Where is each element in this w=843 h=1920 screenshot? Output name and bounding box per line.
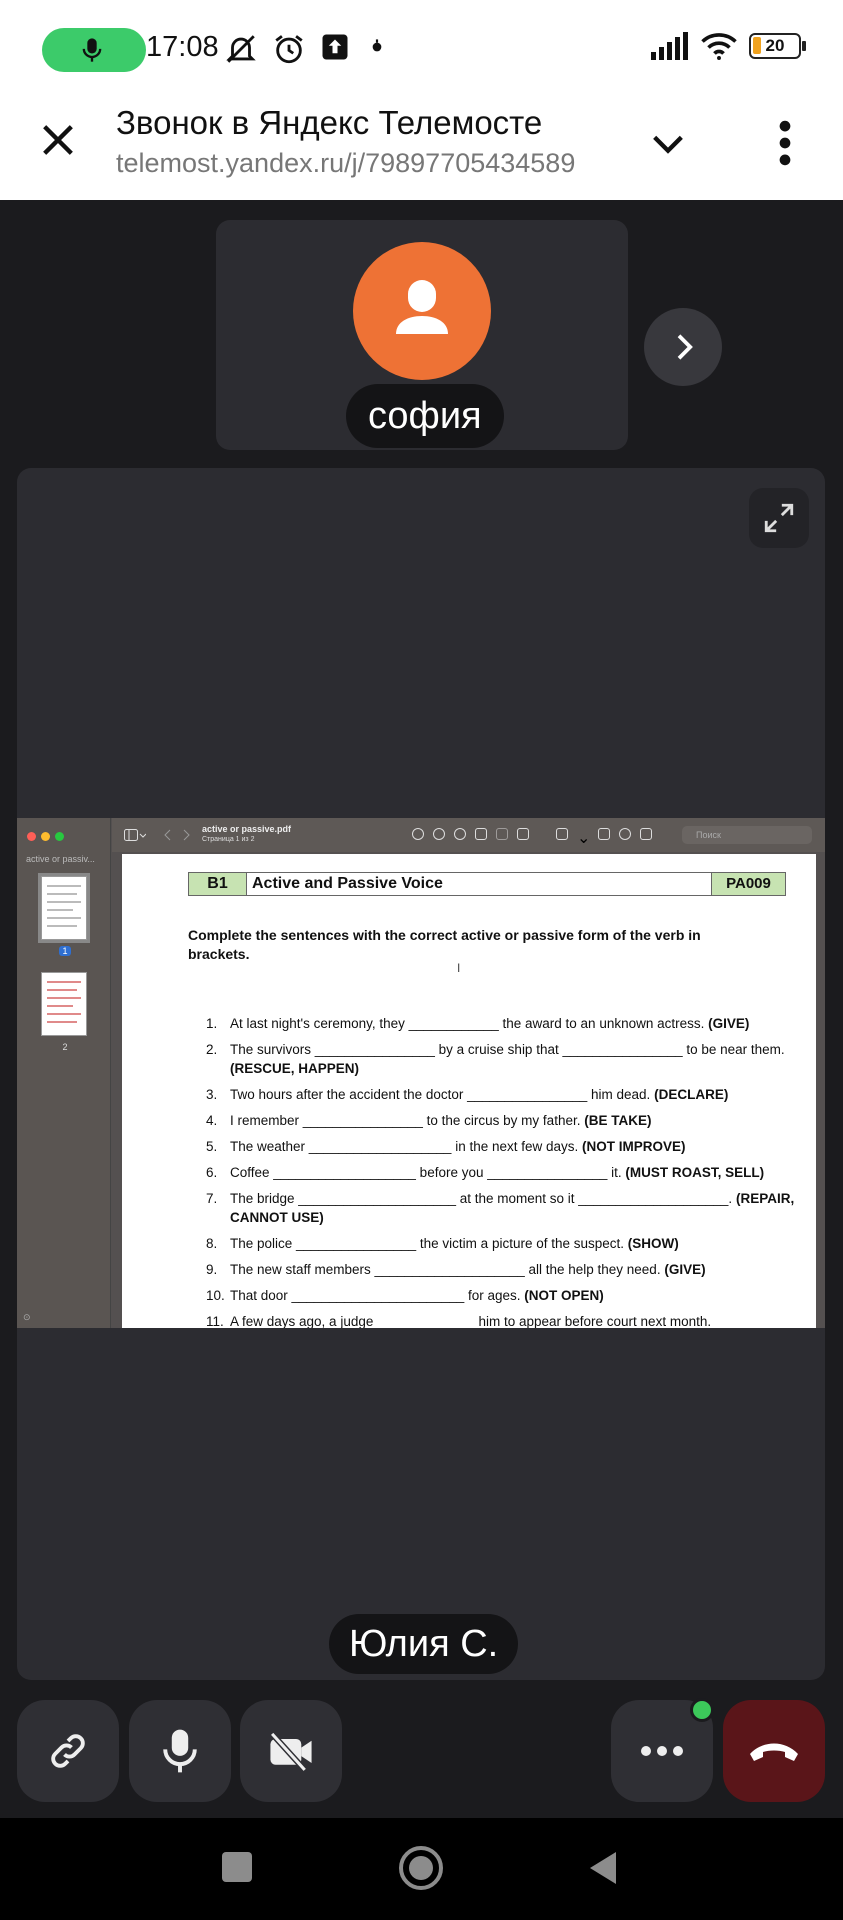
exercise-sentence: A few days ago, a judge _____________ him to appear before court next month. (230, 1314, 712, 1328)
battery-level: 20 (765, 36, 785, 55)
user-icon (392, 278, 452, 338)
exercise-list (188, 1014, 798, 1328)
more-horizontal-icon (640, 1745, 684, 1757)
exercise-number: 4. (206, 1113, 218, 1128)
exercise-text (230, 1234, 798, 1253)
exercise-item (188, 1260, 798, 1279)
link-icon (47, 1730, 89, 1772)
exercise-number: 7. (206, 1191, 218, 1206)
rotate-icon[interactable] (598, 828, 610, 840)
call-header (0, 100, 843, 200)
active-mic-indicator[interactable] (42, 28, 146, 72)
exercise-verb: (NOT IMPROVE) (582, 1139, 686, 1154)
document-page-indicator: Страница 1 из 2 (202, 836, 255, 843)
exercise-number: 1. (206, 1016, 218, 1031)
screen-share-panel (17, 468, 825, 1680)
chevron-down-icon[interactable]: ⌄ (577, 830, 591, 847)
microphone-icon (160, 1728, 200, 1774)
alarm-icon (272, 32, 306, 66)
pdf-page (122, 854, 816, 1328)
chevron-down-icon[interactable] (648, 124, 688, 164)
exercise-verb: (GIVE) (708, 1016, 750, 1031)
shared-screen (17, 818, 825, 1328)
microphone-button[interactable] (129, 1700, 231, 1802)
exercise-number: 9. (206, 1262, 218, 1277)
exercise-verb: (REPAIR, CANNOT USE) (230, 1191, 795, 1225)
forward-icon[interactable] (182, 829, 190, 841)
exercise-sentence: The police ________________ the victim a picture of the suspect. (230, 1236, 625, 1251)
exercise-text (230, 1312, 798, 1328)
markup-pen-icon[interactable] (556, 828, 568, 840)
upload-icon (320, 32, 350, 62)
search-input[interactable]: Поиск (682, 826, 812, 844)
participant-name: софия (346, 384, 504, 448)
exercise-verb: (BE TAKE) (584, 1113, 652, 1128)
exercise-sentence: The new staff members ____________________ all the help they need. (230, 1262, 661, 1277)
android-nav-bar (0, 1818, 843, 1920)
exercise-item (188, 1014, 798, 1033)
zoom-window-icon[interactable] (55, 832, 64, 841)
exercise-number: 11. (206, 1314, 224, 1328)
exercise-text (230, 1163, 798, 1182)
share-icon[interactable] (475, 828, 487, 840)
exercise-item (188, 1085, 798, 1104)
close-icon[interactable] (38, 120, 78, 160)
wifi-icon (701, 32, 737, 60)
zoom-in-icon[interactable] (454, 828, 466, 840)
exercise-number: 8. (206, 1236, 218, 1251)
more-vertical-icon[interactable] (770, 120, 800, 166)
page-number: 1 (59, 946, 71, 956)
exercise-item (188, 1312, 798, 1328)
exercise-text (230, 1260, 798, 1279)
worksheet-code: PA009 (711, 873, 785, 895)
worksheet-level: B1 (189, 873, 247, 895)
exercise-text (230, 1111, 798, 1130)
worksheet-title: Active and Passive Voice (252, 875, 443, 892)
exercise-text (230, 1137, 798, 1156)
page-thumbnail-1[interactable] (41, 876, 87, 940)
avatar (353, 242, 491, 380)
battery-icon (749, 33, 801, 59)
speaker-name: Юлия С. (329, 1614, 518, 1674)
fullscreen-button[interactable] (749, 488, 809, 548)
microphone-icon (78, 36, 106, 64)
expand-icon (762, 501, 796, 535)
exercise-sentence: The bridge _____________________ at the moment so it ____________________. (230, 1191, 733, 1206)
exercise-sentence: The weather ___________________ in the next few days. (230, 1139, 579, 1154)
participant-tile[interactable] (216, 220, 628, 450)
exercise-number: 3. (206, 1087, 218, 1102)
exercise-verb: (GIVE) (664, 1262, 706, 1277)
page-icon[interactable] (496, 828, 508, 840)
exercise-item (188, 1286, 798, 1305)
exercise-number: 6. (206, 1165, 218, 1180)
toolbar-icons (412, 828, 652, 847)
exercise-verb: (RESCUE, HAPPEN) (230, 1061, 360, 1076)
minimize-window-icon[interactable] (41, 832, 50, 841)
notification-dot (690, 1698, 714, 1722)
sidebar-toggle-icon[interactable] (124, 829, 146, 841)
exercise-item (188, 1189, 798, 1227)
status-bar (0, 0, 843, 100)
exercise-verb: (MUST ROAST, SELL) (625, 1165, 765, 1180)
document-filename: active or passive.pdf (202, 824, 292, 834)
exercise-sentence: The survivors ________________ by a cruise ship that ________________ to be near them. (230, 1042, 785, 1057)
sidebar-title: active or passiv... (26, 854, 95, 864)
signal-icon (651, 32, 689, 60)
exercise-sentence: That door _______________________ for ages. (230, 1288, 521, 1303)
exercise-item (188, 1163, 798, 1182)
exercise-verb: (SHOW) (627, 1236, 679, 1251)
exercise-item (188, 1137, 798, 1156)
sign-icon[interactable] (640, 828, 652, 840)
exercise-text (230, 1014, 798, 1033)
camera-button[interactable] (240, 1700, 342, 1802)
pdf-toolbar (112, 818, 825, 852)
end-call-button[interactable] (723, 1700, 825, 1802)
page-title: Звонок в Яндекс Телемосте (116, 104, 543, 141)
worksheet-header (188, 872, 786, 896)
exercise-item (188, 1234, 798, 1253)
info-icon[interactable] (412, 828, 424, 840)
exercise-text (230, 1286, 798, 1305)
exercise-item (188, 1111, 798, 1130)
annotate-icon[interactable] (619, 828, 631, 840)
exercise-number: 5. (206, 1139, 218, 1154)
settings-icon[interactable]: ⊙ (23, 1312, 31, 1322)
pdf-sidebar (17, 818, 111, 1328)
hang-up-icon (747, 1736, 801, 1766)
vpn-key-icon (364, 32, 390, 62)
home-icon[interactable] (399, 1846, 443, 1890)
recent-apps-icon[interactable] (222, 1852, 252, 1882)
zoom-out-icon[interactable] (433, 828, 445, 840)
mute-notifications-icon (224, 32, 258, 66)
exercise-sentence: I remember ________________ to the circus by my father. (230, 1113, 581, 1128)
clock: 17:08 (146, 31, 219, 63)
exercise-text (230, 1040, 798, 1078)
worksheet-instructions: Complete the sentences with the correct active or passive form of the verb in brackets. (188, 927, 701, 962)
exercise-sentence: Coffee ___________________ before you ________________ it. (230, 1165, 622, 1180)
exercise-number: 10. (206, 1288, 225, 1303)
text-cursor-icon: I (457, 961, 461, 975)
chevron-right-icon (669, 331, 699, 363)
back-icon[interactable] (164, 829, 172, 841)
exercise-verb: (NOT OPEN) (524, 1288, 604, 1303)
document-icon[interactable] (517, 828, 529, 840)
page-number: 2 (62, 1042, 68, 1052)
exercise-sentence: Two hours after the accident the doctor ________________ him dead. (230, 1087, 651, 1102)
exercise-text (230, 1189, 798, 1227)
exercise-text (230, 1085, 798, 1104)
close-window-icon[interactable] (27, 832, 36, 841)
next-participants-button[interactable] (644, 308, 722, 386)
page-thumbnail-2[interactable] (41, 972, 87, 1036)
exercise-number: 2. (206, 1042, 218, 1057)
back-icon[interactable] (588, 1850, 618, 1886)
exercise-sentence: At last night's ceremony, they ____________ the award to an unknown actress. (230, 1016, 705, 1031)
exercise-verb: (DECLARE) (654, 1087, 729, 1102)
exercise-item (188, 1040, 798, 1078)
copy-link-button[interactable] (17, 1700, 119, 1802)
camera-off-icon (267, 1730, 315, 1772)
call-url: telemost.yandex.ru/j/79897705434589 (116, 148, 576, 178)
